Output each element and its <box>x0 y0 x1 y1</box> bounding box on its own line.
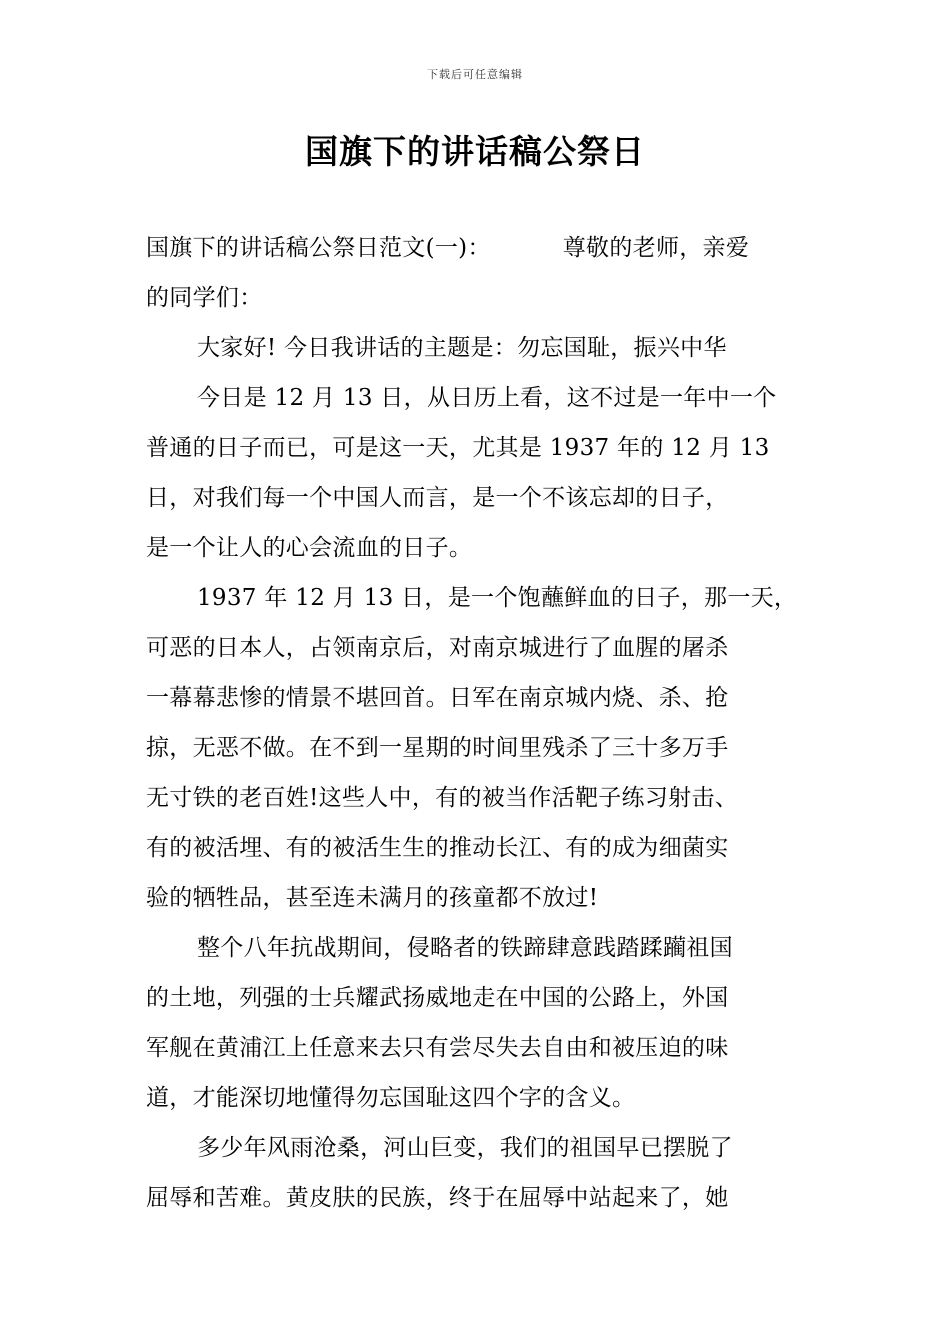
paragraph-start-line: 1937 年 12 月 13 日，是一个饱蘸鲜血的日子，那一天， <box>197 585 798 611</box>
body-line: 是一个让人的心会流血的日子。 <box>146 535 473 561</box>
document-body <box>146 223 826 1223</box>
body-line: 一幕幕悲惨的情景不堪回首。日军在南京城内烧、杀、抢 <box>146 685 729 711</box>
paragraph-start-line: 整个八年抗战期间，侵略者的铁蹄肆意践踏蹂躏祖国 <box>197 935 733 961</box>
body-line-segment: 尊敬的老师，亲爱 <box>562 235 750 261</box>
body-line: 有的被活埋、有的被活生生的推动长江、有的成为细菌实 <box>146 835 729 861</box>
body-line: 验的牺牲品，甚至连未满月的孩童都不放过! <box>146 885 599 911</box>
document-title: 国旗下的讲话稿公祭日 <box>305 132 645 171</box>
header-note: 下载后可任意编辑 <box>427 68 523 81</box>
body-line: 道，才能深切地懂得勿忘国耻这四个字的含义。 <box>146 1085 636 1111</box>
body-line: 掠，无恶不做。在不到一星期的时间里残杀了三十多万手 <box>146 735 729 761</box>
paragraph-start-line: 大家好! 今日我讲话的主题是：勿忘国耻，振兴中华 <box>197 335 727 361</box>
body-line <box>146 223 826 273</box>
paragraph-start-line: 多少年风雨沧桑，河山巨变，我们的祖国早已摆脱了 <box>197 1135 733 1161</box>
paragraph-start-line: 今日是 12 月 13 日，从日历上看，这不过是一年中一个 <box>197 385 777 411</box>
body-line: 的土地，列强的士兵耀武扬威地走在中国的公路上，外国 <box>146 985 729 1011</box>
body-line: 可恶的日本人，占领南京后，对南京城进行了血腥的屠杀 <box>146 635 729 661</box>
body-line: 屈辱和苦难。黄皮肤的民族，终于在屈辱中站起来了，她 <box>146 1185 729 1211</box>
body-line: 日，对我们每一个中国人而言，是一个不该忘却的日子， <box>146 485 729 511</box>
body-line: 无寸铁的老百姓!这些人中，有的被当作活靶子练习射击、 <box>146 785 739 811</box>
body-line: 军舰在黄浦江上任意来去只有尝尽失去自由和被压迫的味 <box>146 1035 729 1061</box>
body-line-segment: 国旗下的讲话稿公祭日范文(一)： <box>146 235 491 261</box>
body-line: 普通的日子而已，可是这一天，尤其是 1937 年的 12 月 13 <box>146 435 770 461</box>
body-line: 的同学们： <box>146 285 263 311</box>
